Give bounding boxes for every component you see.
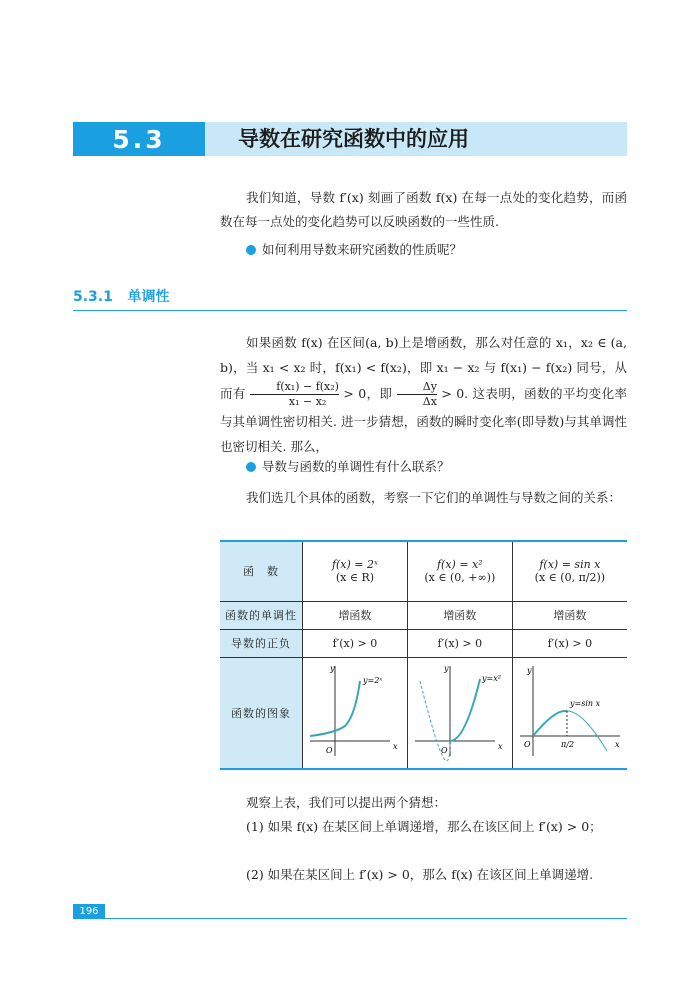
row-header: 导数的正负 [220, 629, 303, 657]
text: > 0. 这表明，函数的平均变化率与其单调性密切相关. 进一步猜想，函数的瞬时变化率(即导数)与其单调性也密切相关. 那么， [220, 386, 627, 454]
cell: f′(x) > 0 [407, 629, 512, 657]
section-title: 单调性 [127, 289, 170, 305]
page-title: 导数在研究函数中的应用 [238, 127, 469, 151]
section-divider [73, 310, 627, 311]
function-cell: f(x) = x² (x ∈ (0, +∞)) [407, 541, 512, 601]
conjecture-1: (1) 如果 f(x) 在某区间上单调递增，那么在该区间上 f′(x) > 0； [246, 819, 602, 834]
fraction [250, 380, 339, 409]
graph-square [410, 661, 510, 761]
axis-label: x [392, 742, 398, 752]
function-cell: f(x) = 2ˣ (x ∈ R) [303, 541, 408, 601]
text: > 0，即 [343, 386, 393, 401]
origin-label: O [523, 740, 531, 750]
paragraph-observe: 观察上表，我们可以提出两个猜想： [246, 795, 447, 810]
footer-line [105, 918, 627, 919]
bullet-icon [246, 245, 256, 255]
graph-cell [303, 657, 408, 769]
denominator: x₁ − x₂ [288, 395, 327, 408]
axis-label: x [497, 742, 503, 752]
graph-cell [407, 657, 512, 769]
axis-label: y [329, 664, 335, 674]
curve-label: y=2ˣ [362, 676, 383, 686]
numerator: Δy [397, 380, 437, 395]
section-number-badge: 5.3 [73, 122, 205, 156]
row-header: 函数的图象 [220, 657, 303, 769]
numerator: f(x₁) − f(x₂) [250, 380, 339, 395]
intro-paragraph: 我们知道，导数 f′(x) 刻画了函数 f(x) 在每一点处的变化趋势，而函数在每一点处的变化趋势可以反映函数的一些性质. [220, 190, 627, 229]
fraction [397, 380, 437, 409]
row-header: 函数的单调性 [220, 601, 303, 629]
row-header: 函 数 [220, 541, 303, 601]
conjecture-2: (2) 如果在某区间上 f′(x) > 0，那么 f(x) 在该区间上单调递增. [246, 867, 594, 882]
axis-label: x [614, 740, 620, 750]
page-number: 196 [73, 904, 105, 919]
section-heading [73, 286, 170, 306]
monotonicity-table [220, 540, 627, 770]
axis-label: y [526, 666, 532, 676]
bullet-icon [246, 462, 256, 472]
curve-label: y=sin x [569, 699, 600, 709]
cell: f′(x) > 0 [303, 629, 408, 657]
paragraph-select: 我们选几个具体的函数，考察一下它们的单调性与导数之间的关系： [246, 490, 622, 505]
cell: f′(x) > 0 [512, 629, 627, 657]
axis-label: y [443, 664, 449, 674]
graph-sine [515, 661, 625, 761]
origin-label: O [440, 746, 448, 756]
function-cell: f(x) = sin x (x ∈ (0, π/2)) [512, 541, 627, 601]
question-2 [246, 455, 450, 479]
question-text: 如何利用导数来研究函数的性质呢？ [262, 242, 463, 257]
text: 如果函数 f(x) 在区间(a, b)上是增函数，那么对任意的 x₁，x₂ ∈ (a, b)，当 x₁ < x₂ 时，f(x₁) < f(x₂)，即 x₁ − x₂ 与 f(x₁) − f(x₂) 同号，从而有 [220, 335, 627, 401]
cell: 增函数 [512, 601, 627, 629]
tick-label: π/2 [560, 740, 574, 750]
origin-label: O [325, 746, 333, 756]
section-number: 5.3.1 [73, 289, 113, 305]
cell: 增函数 [303, 601, 408, 629]
question-text: 导数与函数的单调性有什么联系？ [262, 459, 450, 474]
graph-exp [305, 661, 405, 761]
cell: 增函数 [407, 601, 512, 629]
curve-label: y=x² [481, 674, 501, 684]
denominator: Δx [422, 395, 437, 408]
intro-question [246, 238, 462, 262]
graph-cell [512, 657, 627, 769]
paragraph-monotonic [220, 330, 627, 459]
